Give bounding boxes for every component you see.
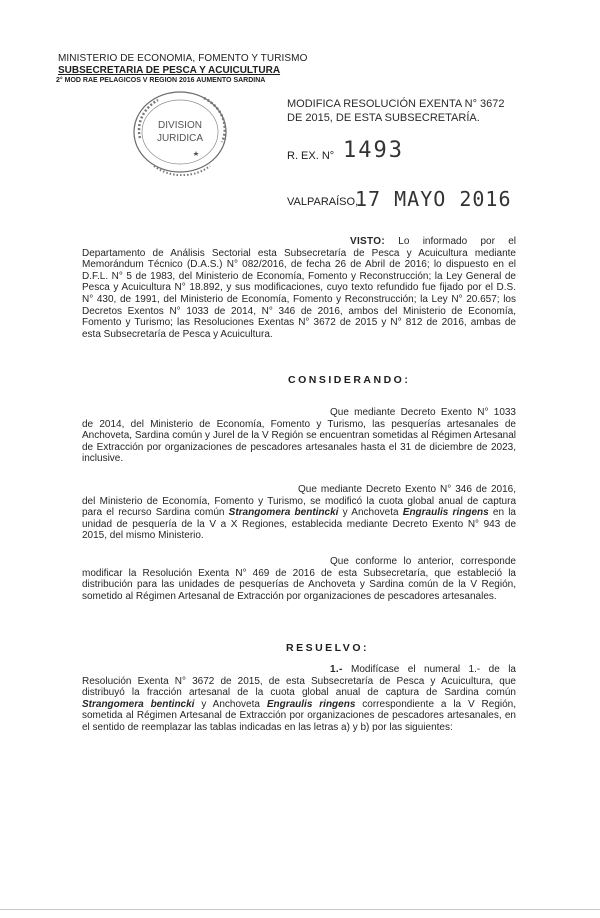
stamp-text-line1: DIVISION xyxy=(158,120,202,131)
considerando-heading: CONSIDERANDO: xyxy=(288,374,411,386)
visto-keyword: VISTO: xyxy=(350,236,385,247)
p2-scientific-name-2: Engraulis ringens xyxy=(402,507,489,519)
place: VALPARAÍSO, xyxy=(287,196,359,208)
p2-scientific-name-1: Strangomera bentincki xyxy=(228,507,339,519)
r1-text-b: y Anchoveta xyxy=(194,698,267,710)
visto-text: Lo informado por el Departamento de Análisis Sectorial esta Subsecretaría de Pesca y Acuicultura mediante Memorándum Técnico (D.A.S.) N° 082/2016, de fecha 26 de Abril de 2016; lo dispuesto en el D.F.L. N° 5 de 1983, del Ministerio de Economía, Fomento y Reconstrucción; la Ley General de Pesca y Acuicultura N° 18.892, y sus modificaciones, cuyo texto refundido fue fijado por el D.S. N° 430, de 1991, del Ministerio de Economía, Fomento y Reconstrucción; la Ley N° 20.657; los Decretos Exentos N° 1033 de 2014, N° 346 de 2016, ambos del Ministerio de Economía, Fomento y Turismo; las Resoluciones Exentas N° 3672 de 2015 y N° 812 de 2016, ambas de esta Subsecretaría de Pesca y Acuicultura. xyxy=(82,236,516,340)
r1-text-a: Modifícase el numeral 1.- de la Resolución Exenta N° 3672 de 2015, de esta Subsecretaría de Pesca y Acuicultura, que distribuyó la fracción artesanal de la cuota global anual de captura de Sardina común xyxy=(82,664,516,699)
resuelvo-paragraph-1 xyxy=(82,664,516,734)
date-stamp: 17 MAYO 2016 xyxy=(355,187,512,211)
stamp-text-line2: JURIDICA xyxy=(156,133,204,144)
p2-text-b: y Anchoveta xyxy=(338,507,403,519)
reference-line-2: DE 2015, DE ESTA SUBSECRETARÍA. xyxy=(287,112,480,124)
p2-text-c: en la unidad de pesquería de la V a X Regiones, establecida mediante Decreto Exento N° 943 de 2015, del mismo Ministerio. xyxy=(82,507,516,542)
considerando-paragraph-1: Que mediante Decreto Exento N° 1033 de 2014, del Ministerio de Economía, Fomento y Turismo, las pesquerías artesanales de Anchoveta, Sardina común y Jurel de la V Región se encuentran sometidas al Régimen Artesanal de Extracción por organizaciones de pescadores artesanales hasta el 31 de diciembre de 2023, inclusive. xyxy=(82,407,516,465)
r1-scientific-name-2: Engraulis ringens xyxy=(266,698,356,710)
resolution-number: 1493 xyxy=(343,138,404,163)
page-bottom-border xyxy=(0,909,600,910)
file-reference: 2° MOD RAE PELAGICOS V REGION 2016 AUMENTO SARDINA xyxy=(56,77,266,84)
p2-text-a: Que mediante Decreto Exento N° 346 de 2016, del Ministerio de Economía, Fomento y Turismo, se modificó la cuota global anual de captura para el recurso Sardina común xyxy=(82,484,516,519)
subsecretaria-name: SUBSECRETARIA DE PESCA Y ACUICULTURA xyxy=(58,65,281,76)
r1-scientific-name-1: Strangomera bentincki xyxy=(82,698,195,710)
ministry-name: MINISTERIO DE ECONOMIA, FOMENTO Y TURISMO xyxy=(58,53,308,64)
star-icon xyxy=(193,151,199,156)
r1-text-c: correspondiente a la V Región, sometida al Régimen Artesanal de Extracción por organizaciones de pescadores artesanales, en el sentido de reemplazar las tablas indicadas en las letras a) y b) por las siguientes: xyxy=(82,698,517,733)
considerando-paragraph-2 xyxy=(82,484,516,542)
considerando-paragraph-3: Que conforme lo anterior, corresponde modificar la Resolución Exenta N° 469 de 2016 de esta Subsecretaría, que estableció la distribución para las unidades de pesquerías de Anchoveta y Sardina común de la V Región, sometido al Régimen Artesanal de Extracción por organizaciones de pescadores artesanales. xyxy=(82,556,516,602)
reference-line-1: MODIFICA RESOLUCIÓN EXENTA N° 3672 xyxy=(287,98,505,110)
resolution-label: R. EX. N° xyxy=(287,150,335,162)
article-number: 1.- xyxy=(330,664,343,675)
division-juridica-stamp xyxy=(118,86,252,176)
visto-paragraph xyxy=(82,236,516,340)
resuelvo-heading: RESUELVO: xyxy=(286,642,369,654)
